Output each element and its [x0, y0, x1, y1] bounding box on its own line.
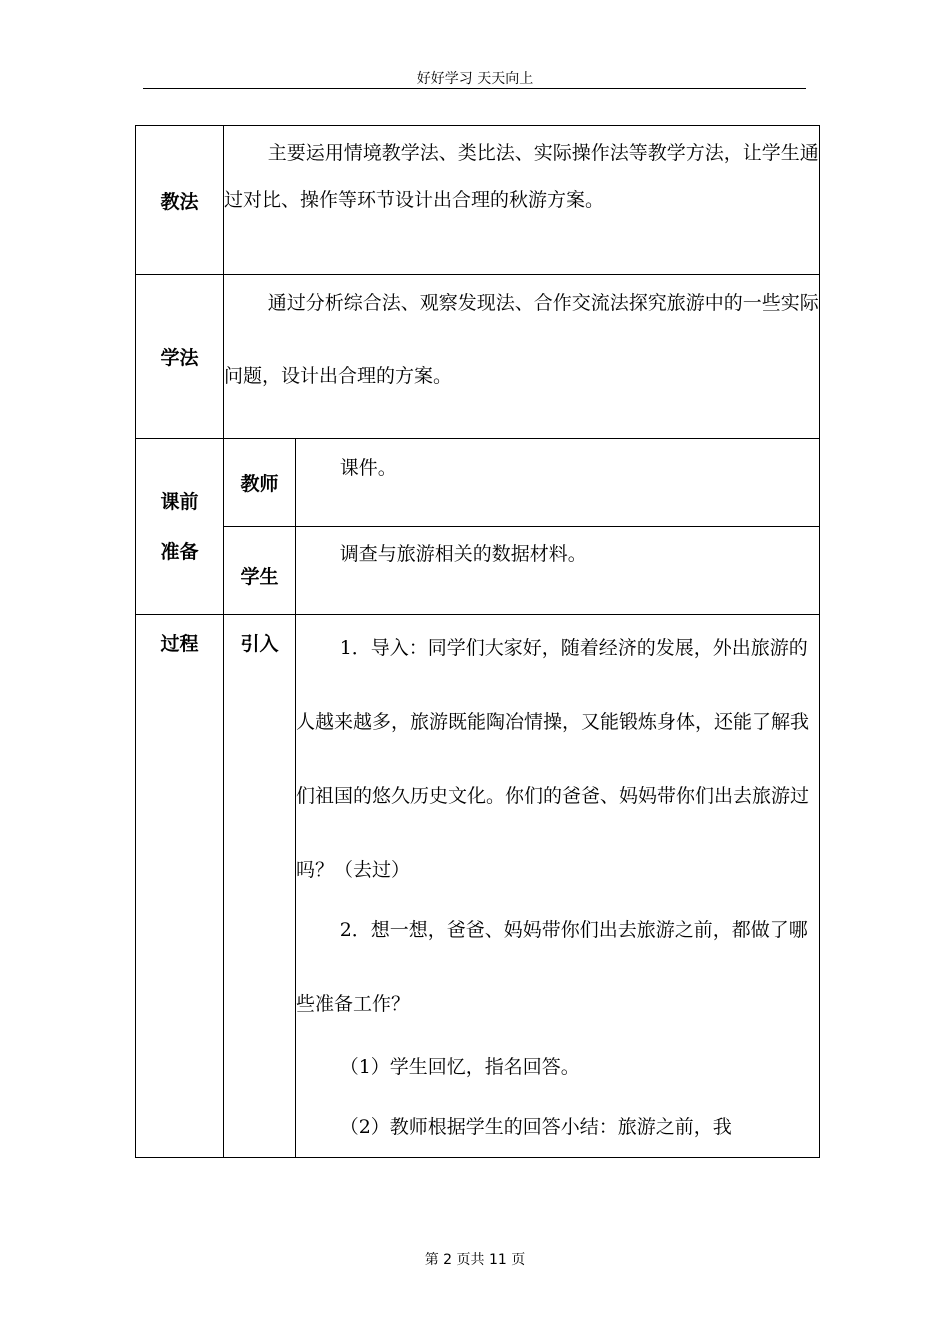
prep-label-line2: 准备: [160, 540, 199, 563]
method-label: 教法: [136, 126, 224, 275]
method-text: 主要运用情境教学法、类比法、实际操作法等教学方法，让学生通过对比、操作等环节设计出合理的秋游方案。: [224, 142, 819, 211]
process-stage: 引入: [224, 615, 296, 1158]
process-para-1: 1．导入：同学们大家好，随着经济的发展，外出旅游的人越来越多，旅游既能陶冶情操，又能锻炼身体，还能了解我们祖国的悠久历史文化。你们的爸爸、妈妈带你们出去旅游过吗？（去过）: [296, 637, 810, 881]
process-para-4: （2）教师根据学生的回答小结：旅游之前，我: [339, 1116, 732, 1138]
teacher-label: 教师: [224, 439, 296, 527]
row-method: [136, 126, 820, 275]
student-text: 调查与旅游相关的数据材料。: [339, 543, 587, 565]
row-process: [136, 615, 820, 1158]
process-para-2: 2．想一想，爸爸、妈妈带你们出去旅游之前，都做了哪些准备工作？: [296, 919, 808, 1015]
row-learning: [136, 275, 820, 439]
prep-label: [136, 439, 224, 615]
row-prep-student: [136, 527, 820, 615]
page-header: 好好学习 天天向上: [416, 71, 534, 87]
prep-label-line1: 课前: [160, 490, 199, 513]
teacher-text: 课件。: [339, 457, 397, 479]
page-footer: 第 2 页共 11 页: [424, 1252, 526, 1268]
process-label: 过程: [136, 615, 224, 1158]
lesson-plan-table: [135, 125, 820, 1158]
learning-label: 学法: [136, 275, 224, 439]
row-prep-teacher: [136, 439, 820, 527]
process-para-3: （1）学生回忆，指名回答。: [339, 1056, 580, 1078]
header-rule: [143, 88, 806, 89]
student-label: 学生: [224, 527, 296, 615]
learning-text: 通过分析综合法、观察发现法、合作交流法探究旅游中的一些实际问题，设计出合理的方案。: [224, 292, 819, 387]
